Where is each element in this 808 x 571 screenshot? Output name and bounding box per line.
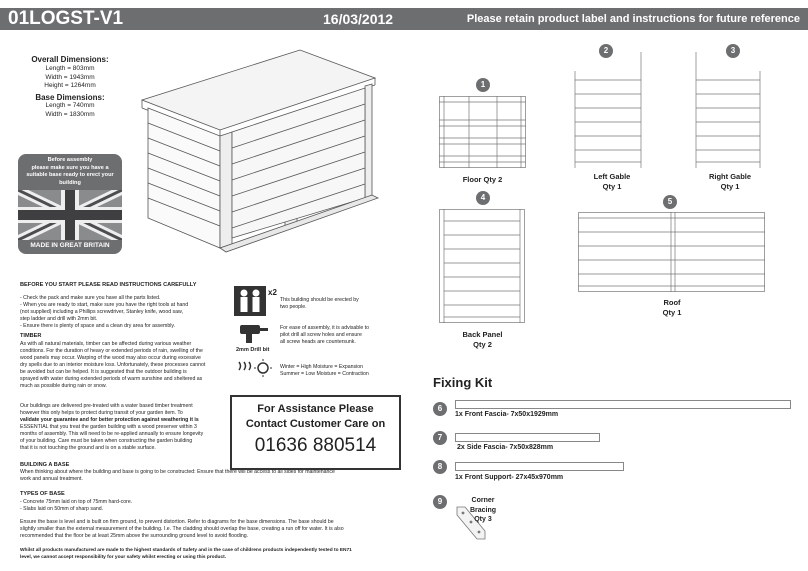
part-number-5: 5 [663,195,677,209]
overall-dimensions [20,65,120,91]
document-date: 16/03/2012 [323,11,394,27]
customer-care-box [230,395,401,470]
weather-icon [236,358,272,380]
building-base-heading: BUILDING A BASE [20,462,70,468]
drill-label: 2mm Drill bit [236,347,270,353]
part-number-2: 2 [599,44,613,58]
front-fascia-label: 1x Front Fascia- 7x50x1929mm [455,411,559,418]
left-gable-label: Left Gable Qty 1 [593,172,631,191]
overall-dimensions-title: Overall Dimensions: [31,55,109,64]
floor-label: Floor Qty 2 [462,175,503,184]
uk-badge [18,154,122,254]
customer-care-phone: 01636 880514 [254,435,377,456]
corner-bracing-label: Corner Bracing Qty 3 [469,497,497,523]
part-number-1: 1 [476,78,490,92]
safety-footer: Whilst all products manufactured are made to the highest standards of Safety and in the case of childrens products independently tested to EN71 level, we cannot accept responsibility for your safety whilst erecting or using this product. [20,548,352,560]
level-text: Ensure the base is level and is built on firm ground, to prevent distortion. Refer to diagrams for the base dimensions. The base should be slightly smaller than the external measurement of the building. I.e. The cladding should overlap the base, creating a run off for water. It is also recommended that the floor be at least 25mm above the surrounding ground level to avoid flooding. [20,519,344,539]
part-number-9: 9 [433,495,447,509]
union-flag-icon [18,190,122,240]
base-dimensions-title: Base Dimensions: [35,93,105,102]
log-store-illustration [140,48,380,258]
right-gable-diagram [692,50,765,168]
roof-label: Roof Qty 1 [662,298,682,317]
part-number-8: 8 [433,460,447,474]
fixing-kit-title: Fixing Kit [433,375,493,390]
assistance-line-1: For Assistance Please [257,403,374,415]
overall-height: Height = 1264mm [44,82,96,89]
made-in-label: MADE IN GREAT BRITAIN [30,242,110,249]
types-of-base-heading: TYPES OF BASE [20,491,65,497]
base-dimensions [20,102,120,119]
left-gable-diagram [571,50,646,168]
retain-notice: Please retain product label and instructions for future reference [466,13,800,25]
front-fascia-diagram [455,400,791,409]
part-number-4: 4 [476,191,490,205]
people-count: x2 [268,288,277,297]
drill-icon [236,322,270,344]
part-number-3: 3 [726,44,740,58]
building-base-text: When thinking about where the building and base is going to be constructed: Ensure that there will be access to all sides for maintenance work and annual treatment. [20,469,335,482]
timber-heading: TIMBER [20,333,42,339]
people-text: This building should be erected by two people. [280,297,359,310]
front-support-label: 1x Front Support- 27x45x970mm [455,474,564,481]
back-panel-label: Back Panel Qty 2 [462,330,503,349]
weather-text: Winter = High Moisture = Expansion Summer = Low Moisture = Contraction [280,364,369,377]
types-of-base-list: - Concrete 75mm laid on top of 75mm hard-core. - Slabs laid on 50mm of sharp sand. [20,499,133,512]
overall-width: Width = 1943mm [45,73,95,81]
timber-text: As with all natural materials, timber can be affected during various weather conditions. For the duration of heavy or extended periods of rain, swelling of the wood panels may occur. Warping of the wood may also occur during excessive dry spells due to an interior moisture loss. Unfortunately, these processes cannot be avoided but can be helped. It is suggested that the outdoor building is sprayed with water during extended periods of warm sunshine and sheltered as much as possible during rain or snow. [20,341,206,389]
roof-diagram [578,212,765,292]
drill-text: For ease of assembly, it is advisable to pilot drill all screw holes and ensure all screw heads are countersunk. [280,325,369,345]
base-length: Length = 740mm [45,102,95,109]
header-bar [0,8,808,30]
side-fascia-label: 2x Side Fascia- 7x50x828mm [457,444,554,451]
right-gable-label: Right Gable Qty 1 [708,172,752,191]
product-code: 01LOGST-V1 [8,8,124,29]
read-instructions-heading: BEFORE YOU START PLEASE READ INSTRUCTIONS CAREFULLY [20,282,197,288]
part-number-6: 6 [433,402,447,416]
assistance-line-2: Contact Customer Care on [245,418,386,430]
two-people-icon [234,286,266,316]
front-support-diagram [455,462,624,471]
part-number-7: 7 [433,431,447,445]
floor-panel-diagram [439,96,526,168]
base-width: Width = 1830mm [45,110,95,118]
treatment-text: Our buildings are delivered pre-treated with a water based timber treatment however this only helps to protect during transit of your garden item. To validate your guarantee and for better protection against weathering it is ESSENTIAL that you treat the garden building with a wood preserver within 3 months of assembly. This will need to be re-applied annually to ensure longevity of your building. Care must be taken when constructing the garden building that it is not touching the ground and is on a stable surface. [20,403,204,451]
assembly-note: Before assembly please make sure you have a suitable base ready to erect your building [26,157,114,186]
checklist: - Check the pack and make sure you have all the parts listed. - When you are ready to start, make sure you have the right tools at hand (not supplied) including a Phillips screwdriver, Stanley knife, wood saw, step ladder and drill with 2mm bit. - Ensure there is plenty of space and a clean dry area for assembly. [20,295,189,329]
side-fascia-diagram [455,433,600,442]
back-panel-diagram [439,209,525,323]
overall-length: Length = 803mm [45,65,95,72]
